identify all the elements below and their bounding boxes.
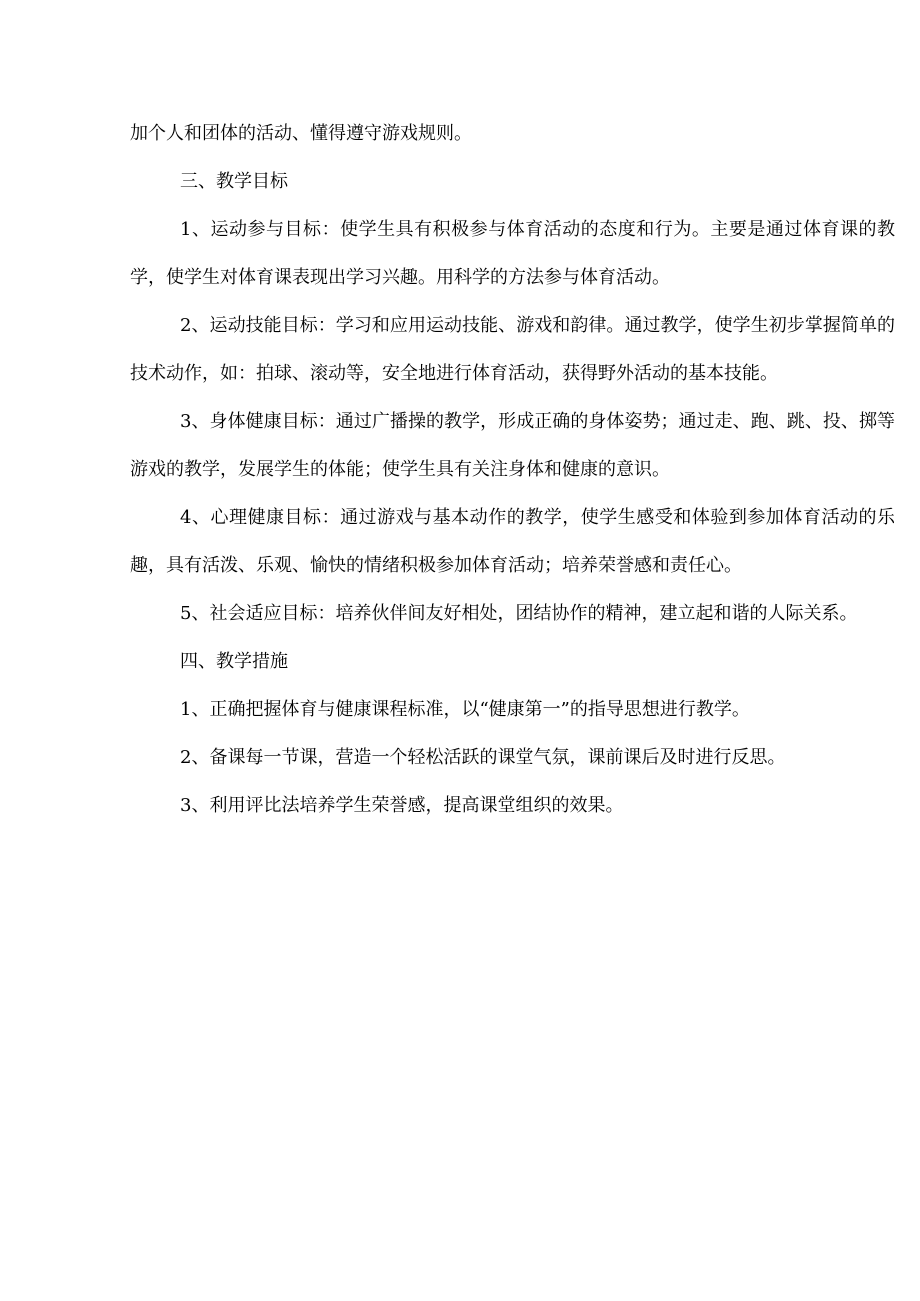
document-body	[130, 110, 895, 830]
goal-sports-participation: 1、运动参与目标：使学生具有积极参与体育活动的态度和行为。主要是通过体育课的教学，使学生对体育课表现出学习兴趣。用科学的方法参与体育活动。	[130, 219, 895, 288]
goal-mental-health: 4、心理健康目标：通过游戏与基本动作的教学，使学生感受和体验到参加体育活动的乐趣，具有活泼、乐观、愉快的情绪积极参加体育活动；培养荣誉感和责任心。	[130, 507, 895, 576]
measure-3: 3、利用评比法培养学生荣誉感，提高课堂组织的效果。	[180, 795, 624, 816]
goal-social-adaptation: 5、社会适应目标：培养伙伴间友好相处，团结协作的精神，建立起和谐的人际关系。	[180, 603, 858, 624]
goal-sports-skills: 2、运动技能目标：学习和应用运动技能、游戏和韵律。通过教学，使学生初步掌握简单的技术动作，如：拍球、滚动等，安全地进行体育活动，获得野外活动的基本技能。	[130, 315, 895, 384]
goal-physical-health: 3、身体健康目标：通过广播操的教学，形成正确的身体姿势；通过走、跑、跳、投、掷等游戏的教学，发展学生的体能；使学生具有关注身体和健康的意识。	[130, 411, 895, 480]
section-heading-teaching-goals: 三、教学目标	[180, 171, 288, 192]
measure-1: 1、正确把握体育与健康课程标准，以“健康第一”的指导思想进行教学。	[180, 699, 750, 720]
paragraph-continuation: 加个人和团体的活动、懂得遵守游戏规则。	[130, 123, 472, 144]
measure-2: 2、备课每一节课，营造一个轻松活跃的课堂气氛，课前课后及时进行反思。	[180, 747, 786, 768]
section-heading-teaching-measures: 四、教学措施	[180, 651, 288, 672]
